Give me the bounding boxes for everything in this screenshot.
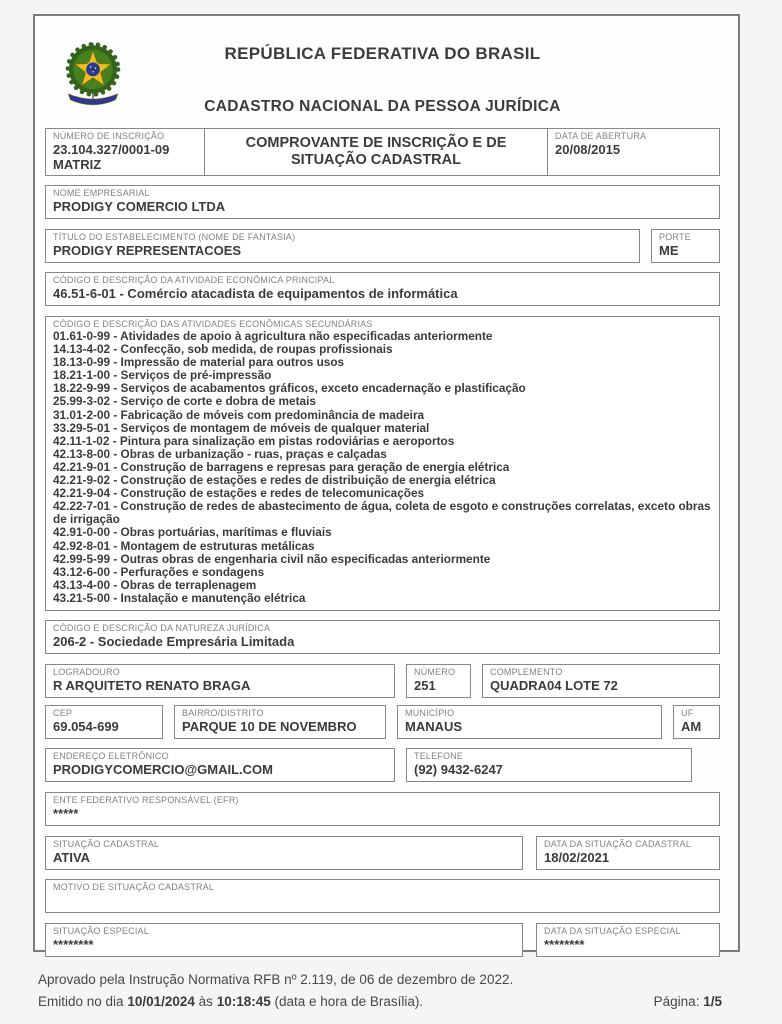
nome-empresarial-value: PRODIGY COMERCIO LTDA xyxy=(53,199,226,214)
field-uf xyxy=(673,705,720,739)
emitted-suffix: (data e hora de Brasília). xyxy=(274,994,424,1009)
secondary-activity-item: 43.21-5-00 - Instalação e manutenção elétrica xyxy=(53,590,306,605)
numero-value: 251 xyxy=(414,677,436,693)
cnpj-certificate-page xyxy=(33,14,740,952)
telefone-value: (92) 9432-6247 xyxy=(414,761,503,777)
field-situacao-especial xyxy=(45,923,523,957)
secondary-activity-item: 42.21-9-01 - Construção de barragens e represas para geração de energia elétrica xyxy=(53,459,510,474)
data-abertura-label: DATA DE ABERTURA xyxy=(555,131,647,141)
secondary-activity-item: 42.91-0-00 - Obras portuárias, marítimas e fluviais xyxy=(53,525,332,540)
bairro-value: PARQUE 10 DE NOVEMBRO xyxy=(182,718,357,734)
uf-label: UF xyxy=(681,707,694,718)
situacao-cadastral-value: ATIVA xyxy=(53,849,91,865)
field-telefone xyxy=(406,748,692,782)
registry-title: CADASTRO NACIONAL DA PESSOA JURÍDICA xyxy=(204,98,561,115)
field-porte xyxy=(651,229,720,263)
logradouro-label: LOGRADOURO xyxy=(53,666,121,677)
document-header xyxy=(45,28,720,128)
field-atividade-principal xyxy=(45,272,720,306)
field-data-situacao-especial xyxy=(536,923,720,957)
field-numero xyxy=(406,664,471,698)
emitted-date: 10/01/2024 xyxy=(127,994,195,1009)
fantasia-porte-row xyxy=(45,229,720,263)
nome-fantasia-label: TÍTULO DO ESTABELECIMENTO (NOME DE FANTASIA) xyxy=(53,232,296,242)
identification-row xyxy=(45,128,720,176)
complemento-label: COMPLEMENTO xyxy=(490,666,563,677)
data-situacao-especial-label: DATA DA SITUAÇÃO ESPECIAL xyxy=(544,925,681,936)
natureza-juridica-value: 206-2 - Sociedade Empresária Limitada xyxy=(53,633,295,649)
field-complemento xyxy=(482,664,720,698)
porte-label: PORTE xyxy=(659,232,691,242)
secondary-activity-item: 43.12-6-00 - Perfurações e sondagens xyxy=(53,564,265,579)
numero-label: NÚMERO xyxy=(414,666,456,677)
data-situacao-cadastral-value: 18/02/2021 xyxy=(544,849,610,865)
address-row-2 xyxy=(45,705,720,739)
republic-title: REPÚBLICA FEDERATIVA DO BRASIL xyxy=(224,44,541,63)
email-label: ENDEREÇO ELETRÔNICO xyxy=(53,750,169,761)
situacao-especial-label: SITUAÇÃO ESPECIAL xyxy=(53,925,149,936)
numero-inscricao-label: NÚMERO DE INSCRIÇÃO xyxy=(53,131,165,141)
secondary-activity-item: 25.99-3-02 - Serviço de corte e dobra de metais xyxy=(53,394,316,409)
uf-value: AM xyxy=(681,718,702,734)
field-nome-empresarial xyxy=(45,185,720,219)
field-motivo-situacao xyxy=(45,879,720,913)
secondary-activity-item: 33.29-5-01 - Serviços de montagem de móveis de qualquer material xyxy=(53,420,430,435)
telefone-label: TELEFONE xyxy=(414,750,464,761)
certificate-title-box xyxy=(204,128,549,176)
emission-text xyxy=(38,994,423,1009)
email-value: PRODIGYCOMERCIO@GMAIL.COM xyxy=(53,761,273,777)
field-cep xyxy=(45,705,163,739)
atividades-secundarias-label: CÓDIGO E DESCRIÇÃO DAS ATIVIDADES ECONÔMICAS SECUNDÁRIAS xyxy=(53,319,373,329)
secondary-activity-item: 42.13-8-00 - Obras de urbanização - ruas, praças e calçadas xyxy=(53,446,387,461)
emitted-connector: às xyxy=(198,994,213,1009)
secondary-activity-item: 14.13-4-02 - Confecção, sob medida, de roupas profissionais xyxy=(53,342,393,357)
numero-inscricao-value: 23.104.327/0001-09 xyxy=(53,142,170,157)
header-titles xyxy=(45,28,720,116)
secondary-activities-list xyxy=(53,330,712,605)
certificate-title: COMPROVANTE DE INSCRIÇÃO E DE SITUAÇÃO CADASTRAL xyxy=(245,135,507,168)
data-situacao-cadastral-label: DATA DA SITUAÇÃO CADASTRAL xyxy=(544,838,691,849)
contact-row xyxy=(45,748,720,782)
field-email xyxy=(45,748,395,782)
municipio-label: MUNICÍPIO xyxy=(405,707,455,718)
motivo-situacao-label: MOTIVO DE SITUAÇÃO CADASTRAL xyxy=(53,881,215,892)
field-natureza-juridica xyxy=(45,620,720,654)
secondary-activity-item: 42.21-9-04 - Construção de estações e redes de telecomunicações xyxy=(53,486,425,501)
secondary-activity-item: 42.21-9-02 - Construção de estações e redes de distribuição de energia elétrica xyxy=(53,473,496,488)
secondary-activity-item: 18.21-1-00 - Serviços de pré-impressão xyxy=(53,368,272,383)
brazil-coat-of-arms-icon xyxy=(57,36,129,116)
nome-fantasia-value: PRODIGY REPRESENTACOES xyxy=(53,243,242,258)
situacao-especial-value: ******** xyxy=(53,936,94,952)
field-municipio xyxy=(397,705,662,739)
emitted-prefix: Emitido no dia xyxy=(38,994,124,1009)
status-row xyxy=(45,836,720,870)
secondary-activity-item: 42.22-7-01 - Construção de redes de abastecimento de água, coleta de esgoto e construções correlatas, exceto obras de irrigação xyxy=(53,499,711,527)
field-situacao-cadastral xyxy=(45,836,523,870)
municipio-value: MANAUS xyxy=(405,718,463,734)
data-situacao-especial-value: ******** xyxy=(544,936,585,952)
efr-label: ENTE FEDERATIVO RESPONSÁVEL (EFR) xyxy=(53,794,239,805)
approval-line: Aprovado pela Instrução Normativa RFB nº 2.119, de 06 de dezembro de 2022. xyxy=(38,972,514,987)
field-atividades-secundarias xyxy=(45,316,720,611)
bairro-label: BAIRRO/DISTRITO xyxy=(182,707,264,718)
emitted-time: 10:18:45 xyxy=(216,994,271,1009)
secondary-activity-item: 18.22-9-99 - Serviços de acabamentos gráficos, exceto encadernação e plastificação xyxy=(53,381,526,396)
situacao-cadastral-label: SITUAÇÃO CADASTRAL xyxy=(53,838,160,849)
efr-value: ***** xyxy=(53,805,79,821)
page-indicator xyxy=(654,994,722,1009)
atividade-principal-value: 46.51-6-01 - Comércio atacadista de equipamentos de informática xyxy=(53,286,458,301)
field-nome-fantasia xyxy=(45,229,640,263)
logradouro-value: R ARQUITETO RENATO BRAGA xyxy=(53,677,251,693)
secondary-activity-item: 01.61-0-99 - Atividades de apoio à agricultura não especificadas anteriormente xyxy=(53,329,493,343)
special-status-row xyxy=(45,923,720,957)
secondary-activity-item: 43.13-4-00 - Obras de terraplenagem xyxy=(53,577,257,592)
secondary-activity-item: 42.92-8-01 - Montagem de estruturas metálicas xyxy=(53,538,315,553)
nome-empresarial-label: NOME EMPRESARIAL xyxy=(53,188,150,198)
field-numero-inscricao xyxy=(45,128,205,176)
field-logradouro xyxy=(45,664,395,698)
secondary-activity-item: 42.11-1-02 - Pintura para sinalização em pistas rodoviárias e aeroportos xyxy=(53,433,455,448)
atividade-principal-label: CÓDIGO E DESCRIÇÃO DA ATIVIDADE ECONÔMICA PRINCIPAL xyxy=(53,275,335,285)
porte-value: ME xyxy=(659,243,679,258)
complemento-value: QUADRA04 LOTE 72 xyxy=(490,677,618,693)
page-label: Página: xyxy=(653,994,700,1009)
secondary-activity-item: 18.13-0-99 - Impressão de material para outros usos xyxy=(53,355,345,370)
matriz-flag: MATRIZ xyxy=(53,157,102,172)
field-bairro xyxy=(174,705,386,739)
field-data-situacao-cadastral xyxy=(536,836,720,870)
address-row-1 xyxy=(45,664,720,698)
emission-line xyxy=(38,994,722,1009)
page-value: 1/5 xyxy=(703,994,722,1009)
data-abertura-value: 20/08/2015 xyxy=(555,142,621,157)
secondary-activity-item: 31.01-2-00 - Fabricação de móveis com predominância de madeira xyxy=(53,407,425,422)
document-footer xyxy=(38,972,722,1009)
field-data-abertura xyxy=(547,128,720,176)
cep-label: CEP xyxy=(53,707,73,718)
cep-value: 69.054-699 xyxy=(53,718,119,734)
secondary-activity-item: 42.99-5-99 - Outras obras de engenharia civil não especificadas anteriormente xyxy=(53,551,491,566)
field-efr xyxy=(45,792,720,826)
natureza-juridica-label: CÓDIGO E DESCRIÇÃO DA NATUREZA JURÍDICA xyxy=(53,622,271,633)
